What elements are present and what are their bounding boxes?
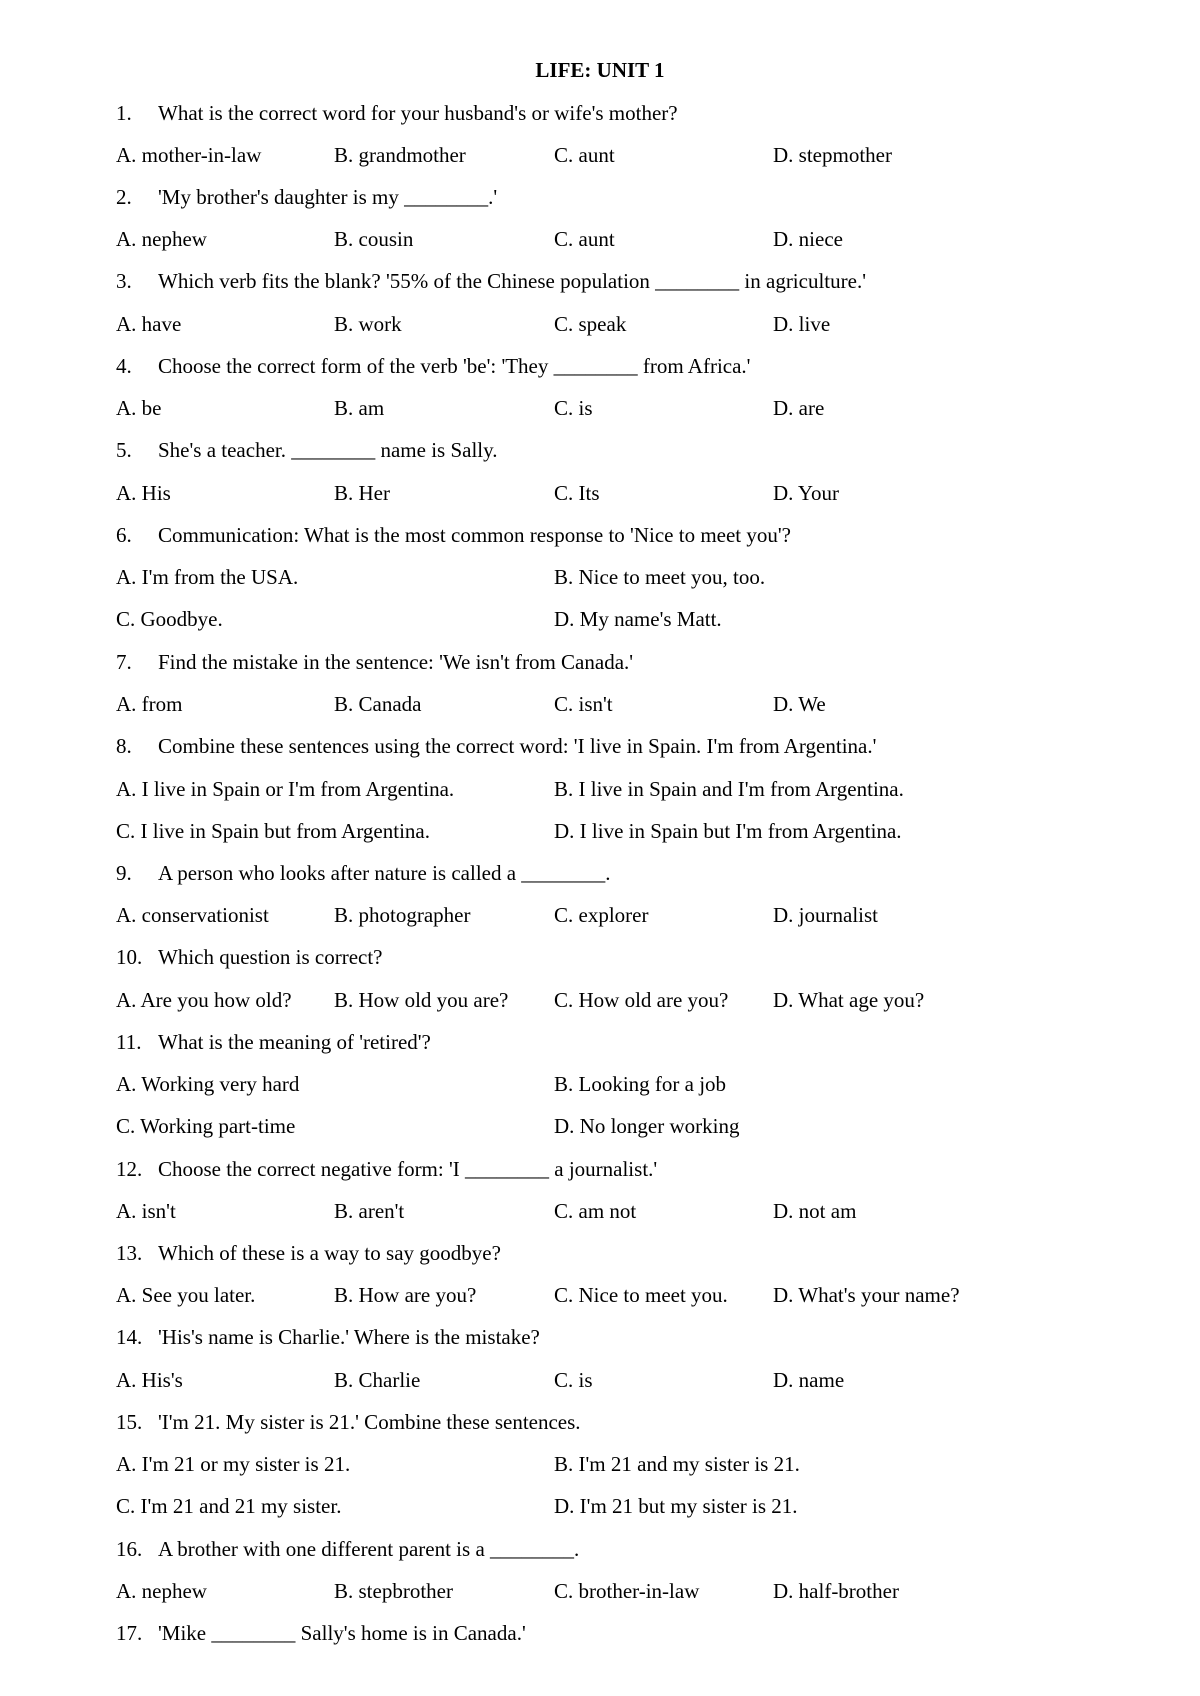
question-10	[116, 944, 383, 970]
option-c: C. isn't	[554, 692, 613, 716]
question-14	[116, 1324, 540, 1350]
question-12	[116, 1156, 657, 1182]
question-text: Communication: What is the most common response to 'Nice to meet you'?	[158, 523, 791, 547]
option-a: A. See you later.	[116, 1283, 256, 1307]
question-text: Find the mistake in the sentence: 'We isn't from Canada.'	[158, 650, 634, 674]
option-d: D. stepmother	[773, 143, 892, 167]
option-c: C. Nice to meet you.	[554, 1283, 728, 1307]
question-text: A brother with one different parent is a ________.	[158, 1537, 580, 1561]
question-number: 1.	[116, 101, 132, 125]
option-a: A. Working very hard	[116, 1072, 300, 1096]
question-number: 14.	[116, 1325, 143, 1349]
option-c: C. How old are you?	[554, 988, 729, 1012]
option-a: A. I'm 21 or my sister is 21.	[116, 1452, 351, 1476]
question-number: 16.	[116, 1537, 143, 1561]
option-c: C. speak	[554, 312, 627, 336]
question-15	[116, 1409, 581, 1435]
question-number: 7.	[116, 650, 132, 674]
option-d: D. Your	[773, 481, 839, 505]
question-number: 12.	[116, 1157, 143, 1181]
option-c: C. aunt	[554, 227, 615, 251]
option-a: A. mother-in-law	[116, 143, 262, 167]
option-b: B. How are you?	[334, 1283, 477, 1307]
option-a: A. conservationist	[116, 903, 269, 927]
option-b: B. Looking for a job	[554, 1072, 727, 1096]
question-number: 5.	[116, 438, 132, 462]
option-b: B. Her	[334, 481, 390, 505]
option-d: D. not am	[773, 1199, 857, 1223]
question-6	[116, 522, 791, 548]
question-text: 'I'm 21. My sister is 21.' Combine these sentences.	[158, 1410, 581, 1434]
question-number: 3.	[116, 269, 132, 293]
question-2	[116, 184, 497, 210]
option-b: B. I'm 21 and my sister is 21.	[554, 1452, 800, 1476]
question-number: 10.	[116, 945, 143, 969]
question-text: Which of these is a way to say goodbye?	[158, 1241, 501, 1265]
option-c: C. I live in Spain but from Argentina.	[116, 819, 430, 843]
question-5	[116, 437, 498, 463]
question-text: What is the meaning of 'retired'?	[158, 1030, 431, 1054]
question-text: Combine these sentences using the correct word: 'I live in Spain. I'm from Argentina.'	[158, 734, 877, 758]
question-text: 'Mike ________ Sally's home is in Canada.'	[158, 1621, 526, 1645]
option-d: D. name	[773, 1368, 845, 1392]
question-8	[116, 733, 876, 759]
option-a: A. from	[116, 692, 183, 716]
option-a: A. nephew	[116, 227, 207, 251]
option-d: D. I'm 21 but my sister is 21.	[554, 1494, 798, 1518]
option-c: C. brother-in-law	[554, 1579, 700, 1603]
option-b: B. Charlie	[334, 1368, 421, 1392]
question-number: 8.	[116, 734, 132, 758]
question-text: Choose the correct negative form: 'I ________ a journalist.'	[158, 1157, 658, 1181]
question-9	[116, 860, 611, 886]
option-b: B. am	[334, 396, 385, 420]
question-text: 'His's name is Charlie.' Where is the mistake?	[158, 1325, 540, 1349]
question-text: What is the correct word for your husband's or wife's mother?	[158, 101, 678, 125]
option-d: D. niece	[773, 227, 843, 251]
option-d: D. half-brother	[773, 1579, 899, 1603]
option-c: C. am not	[554, 1199, 637, 1223]
question-1	[116, 100, 678, 126]
option-d: D. journalist	[773, 903, 878, 927]
option-c: C. is	[554, 1368, 593, 1392]
question-11	[116, 1029, 431, 1055]
option-b: B. work	[334, 312, 402, 336]
option-d: D. I live in Spain but I'm from Argentina.	[554, 819, 902, 843]
option-b: B. photographer	[334, 903, 471, 927]
question-16	[116, 1536, 579, 1562]
question-number: 13.	[116, 1241, 143, 1265]
question-text: Which question is correct?	[158, 945, 383, 969]
question-text: 'My brother's daughter is my ________.'	[158, 185, 498, 209]
question-17	[116, 1620, 526, 1646]
question-text: A person who looks after nature is called a ________.	[158, 861, 611, 885]
option-a: A. be	[116, 396, 162, 420]
option-a: A. His	[116, 481, 171, 505]
option-b: B. How old you are?	[334, 988, 509, 1012]
page-title: LIFE: UNIT 1	[535, 58, 665, 82]
option-d: D. live	[773, 312, 831, 336]
option-c: C. Its	[554, 481, 600, 505]
option-b: B. stepbrother	[334, 1579, 453, 1603]
option-a: A. I live in Spain or I'm from Argentina.	[116, 777, 455, 801]
option-b: B. I live in Spain and I'm from Argentina.	[554, 777, 904, 801]
question-number: 4.	[116, 354, 132, 378]
option-c: C. I'm 21 and 21 my sister.	[116, 1494, 342, 1518]
option-d: D. are	[773, 396, 825, 420]
option-d: D. My name's Matt.	[554, 607, 722, 631]
option-b: B. Nice to meet you, too.	[554, 565, 766, 589]
option-a: A. His's	[116, 1368, 183, 1392]
option-a: A. nephew	[116, 1579, 207, 1603]
option-c: C. Goodbye.	[116, 607, 223, 631]
option-c: C. explorer	[554, 903, 649, 927]
option-d: D. What age you?	[773, 988, 925, 1012]
question-7	[116, 649, 633, 675]
option-a: A. Are you how old?	[116, 988, 292, 1012]
option-c: C. is	[554, 396, 593, 420]
option-b: B. aren't	[334, 1199, 405, 1223]
option-d: D. We	[773, 692, 826, 716]
question-text: Choose the correct form of the verb 'be': 'They ________ from Africa.'	[158, 354, 751, 378]
question-3	[116, 268, 866, 294]
option-b: B. Canada	[334, 692, 422, 716]
question-4	[116, 353, 750, 379]
question-number: 9.	[116, 861, 132, 885]
option-d: D. No longer working	[554, 1114, 740, 1138]
option-a: A. isn't	[116, 1199, 176, 1223]
question-number: 17.	[116, 1621, 143, 1645]
question-number: 15.	[116, 1410, 143, 1434]
question-number: 6.	[116, 523, 132, 547]
question-text: Which verb fits the blank? '55% of the Chinese population ________ in agriculture.'	[158, 269, 866, 293]
option-c: C. aunt	[554, 143, 615, 167]
question-text: She's a teacher. ________ name is Sally.	[158, 438, 498, 462]
question-number: 2.	[116, 185, 132, 209]
option-c: C. Working part-time	[116, 1114, 296, 1138]
option-b: B. grandmother	[334, 143, 466, 167]
question-number: 11.	[116, 1030, 142, 1054]
option-a: A. have	[116, 312, 182, 336]
option-a: A. I'm from the USA.	[116, 565, 299, 589]
option-d: D. What's your name?	[773, 1283, 960, 1307]
question-13	[116, 1240, 501, 1266]
option-b: B. cousin	[334, 227, 414, 251]
